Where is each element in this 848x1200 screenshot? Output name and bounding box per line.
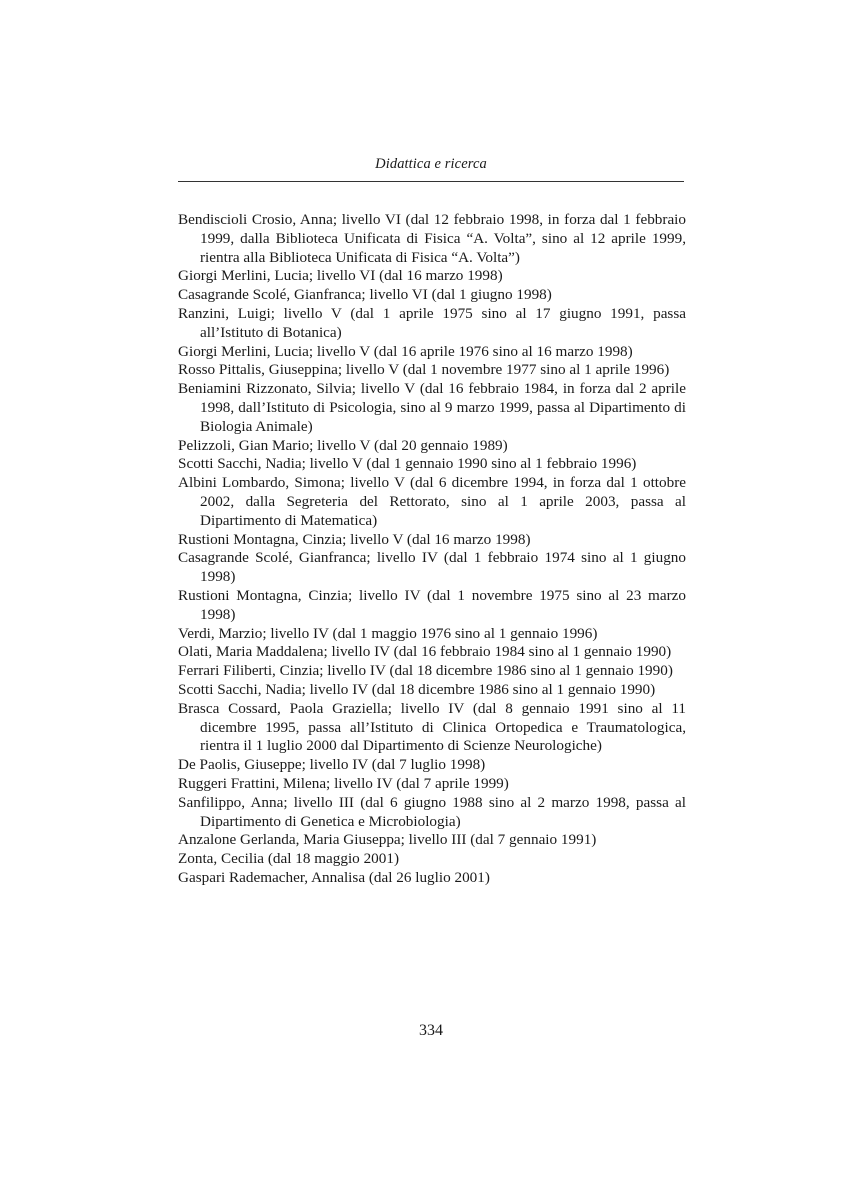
list-item: Verdi, Marzio; livello IV (dal 1 maggio 1976 sino al 1 gennaio 1996)	[178, 624, 598, 642]
list-item: Pelizzoli, Gian Mario; livello V (dal 20 gennaio 1989)	[178, 436, 508, 454]
list-item: Sanfilippo, Anna; livello III (dal 6 giugno 1988 sino al 2 marzo 1998, passa al Dipartimento di Genetica e Microbiologia)	[178, 793, 686, 830]
list-item: Albini Lombardo, Simona; livello V (dal 6 dicembre 1994, in forza dal 1 ottobre 2002, dalla Segreteria del Rettorato, sino al 1 aprile 2003, passa al Dipartimento di Matematica)	[178, 474, 686, 529]
list-item: Rustioni Montagna, Cinzia; livello V (dal 16 marzo 1998)	[178, 530, 531, 548]
list-item: Brasca Cossard, Paola Graziella; livello IV (dal 8 gennaio 1991 sino al 11 dicembre 1995, passa all’Istituto di Clinica Ortopedica e Traumatologica, rientra il 1 luglio 2000 dal Dipartimento di Scienze Neurologiche)	[178, 699, 686, 755]
list-item: Scotti Sacchi, Nadia; livello V (dal 1 gennaio 1990 sino al 1 febbraio 1996)	[178, 455, 637, 473]
list-item: Ferrari Filiberti, Cinzia; livello IV (dal 18 dicembre 1986 sino al 1 gennaio 1990)	[178, 662, 673, 680]
list-item: Ranzini, Luigi; livello V (dal 1 aprile 1975 sino al 17 giugno 1991, passa all’Istituto di Botanica)	[178, 304, 686, 341]
list-item: Rustioni Montagna, Cinzia; livello IV (dal 1 novembre 1975 sino al 23 marzo 1998)	[178, 586, 686, 623]
page-number: 334	[419, 1022, 443, 1039]
header-rule	[178, 181, 684, 182]
list-item: De Paolis, Giuseppe; livello IV (dal 7 luglio 1998)	[178, 756, 486, 774]
list-item: Ruggeri Frattini, Milena; livello IV (dal 7 aprile 1999)	[178, 774, 509, 792]
list-item: Anzalone Gerlanda, Maria Giuseppa; livello III (dal 7 gennaio 1991)	[178, 831, 597, 849]
list-item: Casagrande Scolé, Gianfranca; livello IV (dal 1 febbraio 1974 sino al 1 giugno 1998)	[178, 549, 686, 586]
list-item: Beniamini Rizzonato, Silvia; livello V (dal 16 febbraio 1984, in forza dal 2 aprile 1998, dall’Istituto di Psicologia, sino al 9 marzo 1999, passa al Dipartimento di Biologia Animale)	[178, 380, 686, 435]
list-item: Giorgi Merlini, Lucia; livello V (dal 16 aprile 1976 sino al 16 marzo 1998)	[178, 342, 633, 360]
list-item: Rosso Pittalis, Giuseppina; livello V (dal 1 novembre 1977 sino al 1 aprile 1996)	[178, 361, 670, 379]
list-item: Scotti Sacchi, Nadia; livello IV (dal 18 dicembre 1986 sino al 1 gennaio 1990)	[178, 680, 656, 698]
list-item: Giorgi Merlini, Lucia; livello VI (dal 16 marzo 1998)	[178, 267, 503, 285]
running-head: Didattica e ricerca	[375, 156, 487, 172]
list-item: Bendiscioli Crosio, Anna; livello VI (dal 12 febbraio 1998, in forza dal 1 febbraio 1999, dalla Biblioteca Unificata di Fisica “A. Volta”, sino al 12 aprile 1999, rientra alla Biblioteca Unificata di Fisica “A. Volta”)	[178, 211, 686, 266]
list-item: Gaspari Rademacher, Annalisa (dal 26 luglio 2001)	[178, 868, 490, 886]
list-item: Casagrande Scolé, Gianfranca; livello VI (dal 1 giugno 1998)	[178, 286, 552, 304]
list-item: Zonta, Cecilia (dal 18 maggio 2001)	[178, 850, 400, 868]
list-item: Olati, Maria Maddalena; livello IV (dal 16 febbraio 1984 sino al 1 gennaio 1990)	[178, 643, 672, 661]
staff-list	[178, 211, 686, 888]
